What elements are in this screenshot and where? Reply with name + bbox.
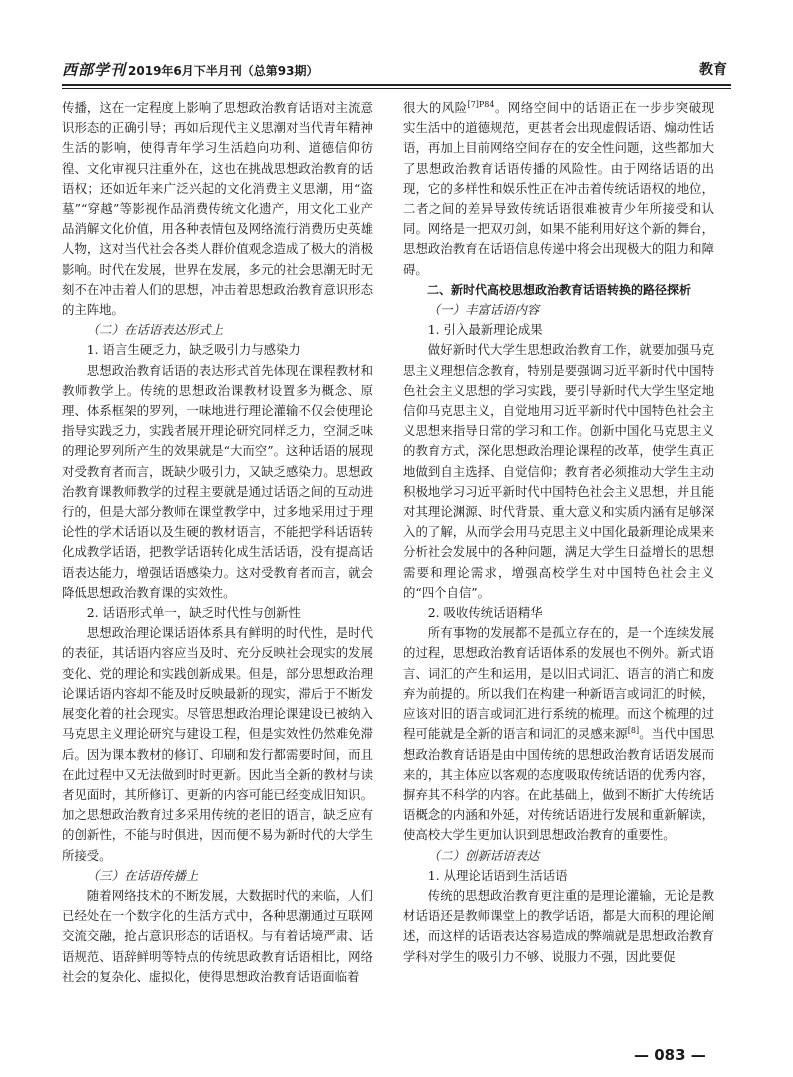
- section-label: 教育: [699, 62, 727, 78]
- subsection-heading: （二）创新话语表达: [427, 847, 540, 863]
- paragraph: 思想政治理论课话语体系具有鲜明的时代性，是时代的表征，其话语内容应当及时、充分反映社会现实的发展变化、党的理论和实践创新成果。但是，部分思想政治理论课话语内容却不能及时反映最新的现实，滞后于不断发展变化着的社会现实。尽管思想政治理论课建设已被纳入马克思主义理论研究与建设工程，但是实效性仍然难免滞后。因为课本教材的修订、印刷和发行都需要时间，而且在此过程中又无法做到时时更新。因此当全新的教材与读者见面时，其所修订、更新的内容可能已经变成旧知识。加之思想政治教育过多采用传统的老旧的语言，缺乏应有的创新性，不能与时俱进，因而便不易为新时代的大学生所接受。: [62, 625, 373, 863]
- subsection-heading: （二）在话语表达形式上: [86, 322, 224, 338]
- citation: [8]: [627, 726, 640, 736]
- subsubsection-heading: 1. 引入最新理论成果: [427, 322, 543, 338]
- subsubsection-heading: 2. 话语形式单一，缺乏时代性与创新性: [86, 605, 301, 621]
- paragraph: 传统的思想政治教育更注重的是理论灌输，无论是教材话语还是教师课堂上的教学话语，都是大而积的理论阐述，而这样的话语表达容易造成的弊端就是思想政治教育学科对学生的吸引力不够、说服力不强，因此要促: [403, 887, 714, 964]
- header-rule: [62, 84, 731, 86]
- text-span: 所有事物的发展都不是孤立存在的，是一个连续发展的过程，思想政治教育话语体系的发展也不例外。新式语言、词汇的产生和运用，是以旧式词汇、语言的消亡和废弃为前提的。所以我们在构建一种新语言或词汇的时候，应该对旧的语言或词汇进行系统的梳理。而这个梳理的过程可能就是全新的语言和词汇的灵感来源: [403, 625, 714, 742]
- subsubsection-heading: 1. 语言生硬乏力，缺乏吸引力与感染力: [86, 342, 301, 358]
- journal-masthead: [62, 60, 318, 81]
- left-column: [62, 98, 373, 987]
- journal-title: 西部学刊: [62, 61, 127, 79]
- right-column: [403, 98, 714, 967]
- subsection-heading: （三）在话语传播上: [86, 867, 199, 883]
- paragraph: 随着网络技术的不断发展，大数据时代的来临，人们已经处在一个数字化的生活方式中，各种思潮通过互联网交流交融，抢占意识形态的话语权。与有着话境严肃、话语规范、语辞鲜明等特点的传统思政教育话语相比，网络社会的复杂化、虚拟化，使得思想政治教育话语面临着: [62, 887, 373, 984]
- subsubsection-heading: 2. 吸收传统话语精华: [427, 605, 543, 621]
- paragraph: 做好新时代大学生思想政治教育工作，就要加强马克思主义理想信念教育，特别是要强调习近平新时代中国特色社会主义思想的学习实践，要引导新时代大学生坚定地信仰马克思主义，自觉地用习近平新时代中国特色社会主义思想来指导日常的学习和工作。创新中国化马克思主义的教育方式，深化思想政治理论课程的改革，使学生真正地做到自主选择、自觉信仰；教育者必须推动大学生主动积极地学习习近平新时代中国特色社会主义思想，并且能对其理论渊源、时代背景、重大意义和实质内涵有足够深入的了解，从而学会用马克思主义中国化最新理论成果来分析社会发展中的各种问题，满足大学生日益增长的思想需要和理论需求，增强高校学生对中国特色社会主义的“四个自信”。: [403, 342, 714, 600]
- issue-info: 2019年6月下半月刊（总第93期）: [128, 64, 319, 78]
- page-number: — 083 —: [634, 1046, 706, 1064]
- header-rule-thin: [62, 88, 731, 89]
- text-span: 很大的风险: [403, 100, 468, 115]
- page-header: [62, 60, 731, 82]
- section-heading: 二、新时代高校思想政治教育话语转换的路径探析: [427, 282, 692, 297]
- paragraph: [403, 98, 714, 280]
- text-span: 。当代中国思想政治教育话语是由中国传统的思想政治教育话语发展而来的，其主体应以客观的态度吸取传统话语的优秀内容，摒弃其不科学的内容。在此基础上，做到不断扩大传统话语概念的内涵和外延，对传统话语进行发展和重新解读，使高校大学生更加认识到思想政治教育的重要性。: [403, 726, 715, 843]
- paragraph: 思想政治教育话语的表达形式首先体现在课程教材和教师教学上。传统的思想政治课教材设置多为概念、原理、体系框架的罗列，一味地进行理论灌输不仅会使理论指导实践乏力，实践者展开理论研究同样乏力，空洞乏味的理论罗列所产生的效果就是“大而空”。这种话语的展现对受教育者而言，既缺少吸引力，又缺乏感染力。思想政治教育课教师教学的过程主要就是通过话语之间的互动进行的，但是大部分教师在课堂教学中，过多地采用过于理论性的学术话语以及生硬的教材语言，不能把学科话语转化成教学话语，把教学话语转化成生活话语，没有提高话语表达能力，增强话语感染力。这对受教育者而言，就会降低思想政治教育课的实效性。: [62, 362, 373, 600]
- subsection-heading: （一）丰富话语内容: [427, 302, 540, 318]
- subsubsection-heading: 1. 从理论话语到生活话语: [427, 867, 568, 883]
- paragraph: [403, 623, 714, 845]
- citation: [7]P84: [467, 99, 495, 109]
- paragraph: 传播，这在一定程度上影响了思想政治教育话语对主流意识形态的正确引导；再如后现代主义思潮对当代青年精神生活的影响，使得青年学习生活趋向功利、道德信仰彷徨、文化审视只注重外在，这也在挑战思想政治教育的话语权；还如近年来广泛兴起的文化消费主义思潮，用“盗墓”“穿越”等影视作品消费传统文化遗产，用文化工业产品消解文化价值，用各种表情包及网络流行消费历史英雄人物，这对当代社会各类人群价值观念造成了极大的消极影响。时代在发展，世界在发展，多元的社会思潮无时无刻不在冲击着人们的思想，冲击着思想政治教育意识形态的主阵地。: [62, 100, 373, 318]
- text-span: 。网络空间中的话语正在一步步突破现实生活中的道德规范，更甚者会出现虚假话语、煽动性话语，再加上目前网络空间存在的安全性问题，这些都加大了思想政治教育话语传播的风险性。由于网络话语的出现，它的多样性和娱乐性正在冲击着传统话语权的地位，二者之间的差异导致传统话语很难被青少年所接受和认同。网络是一把双刃剑，如果不能利用好这个新的舞台，思想政治教育在话语信息传递中将会出现极大的阻力和障碍。: [403, 100, 715, 277]
